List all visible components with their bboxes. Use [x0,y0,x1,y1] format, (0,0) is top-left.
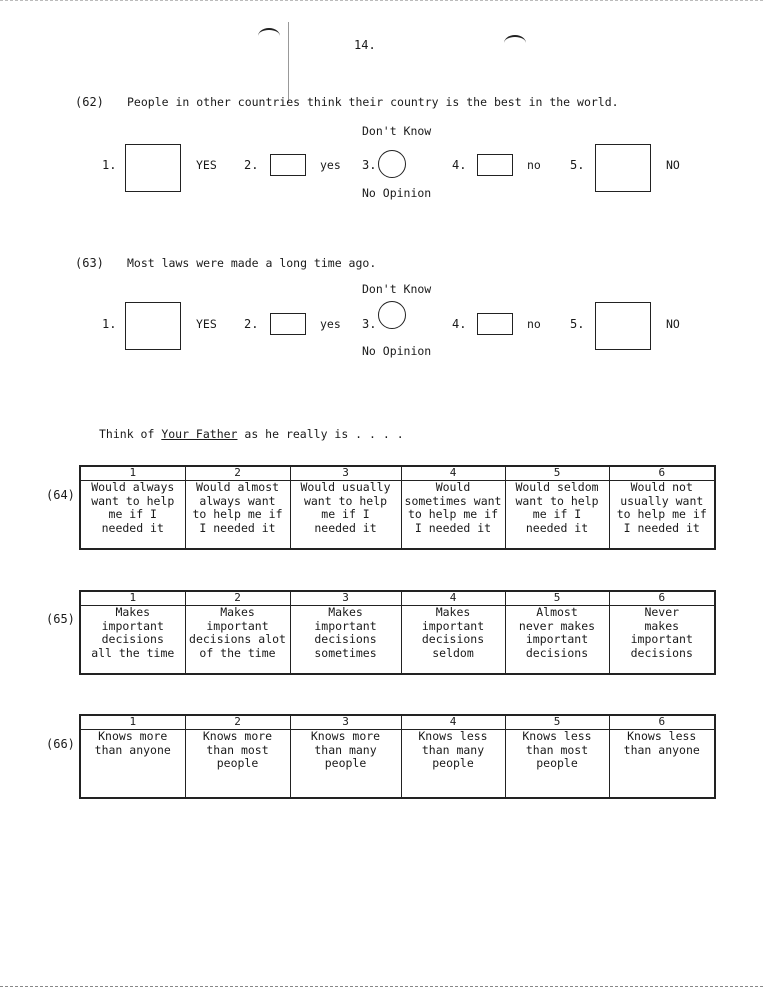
q65-option-4[interactable]: Makes important decisions seldom [401,606,505,674]
q62-opt3-num: 3. [362,158,377,172]
q66-option-4[interactable]: Knows less than many people [401,730,505,798]
q66-header-cell: 6 [609,715,715,730]
q62-opt5-label: NO [666,158,680,172]
q64-number: (64) [46,488,75,502]
q63-opt5-num: 5. [570,317,585,331]
q62-checkbox-2[interactable] [270,154,306,176]
q65-option-5[interactable]: Almost never makes important decisions [505,606,609,674]
q64-option-1[interactable]: Would always want to help me if I needed it [80,481,185,549]
q63-checkbox-5[interactable] [595,302,651,350]
q63-opt3-num: 3. [362,317,377,331]
q64-option-5[interactable]: Would seldom want to help me if I needed it [505,481,609,549]
q63-text: Most laws were made a long time ago. [127,256,377,270]
q66-header-cell: 3 [290,715,401,730]
q62-opt1-num: 1. [102,158,117,172]
q66-option-3[interactable]: Knows more than many people [290,730,401,798]
q66-header-cell: 5 [505,715,609,730]
top-edge-dashes [0,0,763,1]
father-intro [99,427,404,441]
q64-option-4[interactable]: Would sometimes want to help me if I needed it [401,481,505,549]
q62-checkbox-4[interactable] [477,154,513,176]
q64-header-cell: 2 [185,466,290,481]
q65-header-cell: 2 [185,591,290,606]
q63-opt1-num: 1. [102,317,117,331]
q65-option-2[interactable]: Makes important decisions alot of the time [185,606,290,674]
q63-opt2-num: 2. [244,317,259,331]
q62-text: People in other countries think their country is the best in the world. [127,95,619,109]
q65-header-cell: 1 [80,591,185,606]
q64-header-cell: 1 [80,466,185,481]
q63-number: (63) [75,256,104,270]
q64-option-6[interactable]: Would not usually want to help me if I needed it [609,481,715,549]
q65-option-3[interactable]: Makes important decisions sometimes [290,606,401,674]
q62-circle-3[interactable] [378,150,406,178]
q63-no-opinion: No Opinion [362,344,432,358]
q63-circle-3[interactable] [378,301,406,329]
q65-header-cell: 5 [505,591,609,606]
q66-header-cell: 2 [185,715,290,730]
q63-checkbox-2[interactable] [270,313,306,335]
q62-checkbox-1[interactable] [125,144,181,192]
q66-scale-table [79,714,716,799]
q66-number: (66) [46,737,75,751]
q62-no-opinion: No Opinion [362,186,432,200]
q62-opt2-label: yes [320,158,341,172]
q65-header-cell: 6 [609,591,715,606]
q62-opt4-label: no [527,158,541,172]
father-intro-prefix: Think of [99,427,162,441]
q63-opt2-label: yes [320,317,341,331]
q66-header-cell: 4 [401,715,505,730]
page-number: 14. [354,38,376,52]
q63-opt5-label: NO [666,317,680,331]
q66-option-5[interactable]: Knows less than most people [505,730,609,798]
q62-opt2-num: 2. [244,158,259,172]
q64-scale-table [79,465,716,550]
q64-option-3[interactable]: Would usually want to help me if I needed it [290,481,401,549]
q62-opt1-label: YES [196,158,217,172]
scan-mark-arc [258,28,280,44]
q65-header-cell: 3 [290,591,401,606]
q64-option-2[interactable]: Would almost always want to help me if I needed it [185,481,290,549]
q63-opt4-num: 4. [452,317,467,331]
q65-scale-table [79,590,716,675]
scan-mark-arc [504,35,526,51]
q66-header-cell: 1 [80,715,185,730]
q63-dont-know: Don't Know [362,282,432,296]
q64-header-cell: 6 [609,466,715,481]
father-intro-suffix: as he really is . . . . [237,427,404,441]
q65-option-1[interactable]: Makes important decisions all the time [80,606,185,674]
father-intro-underlined: Your Father [161,427,238,441]
q63-checkbox-1[interactable] [125,302,181,350]
q63-checkbox-4[interactable] [477,313,513,335]
q66-option-1[interactable]: Knows more than anyone [80,730,185,798]
q62-opt4-num: 4. [452,158,467,172]
q62-checkbox-5[interactable] [595,144,651,192]
q65-header-cell: 4 [401,591,505,606]
q64-header-cell: 5 [505,466,609,481]
q65-option-6[interactable]: Never makes important decisions [609,606,715,674]
q64-header-cell: 4 [401,466,505,481]
q64-header-cell: 3 [290,466,401,481]
q62-dont-know: Don't Know [362,124,432,138]
q65-number: (65) [46,612,75,626]
q66-option-2[interactable]: Knows more than most people [185,730,290,798]
scan-mark-line [288,22,289,102]
q62-opt5-num: 5. [570,158,585,172]
q63-opt1-label: YES [196,317,217,331]
q62-number: (62) [75,95,104,109]
q66-option-6[interactable]: Knows less than anyone [609,730,715,798]
q63-opt4-label: no [527,317,541,331]
bottom-edge-dashes [0,986,763,987]
